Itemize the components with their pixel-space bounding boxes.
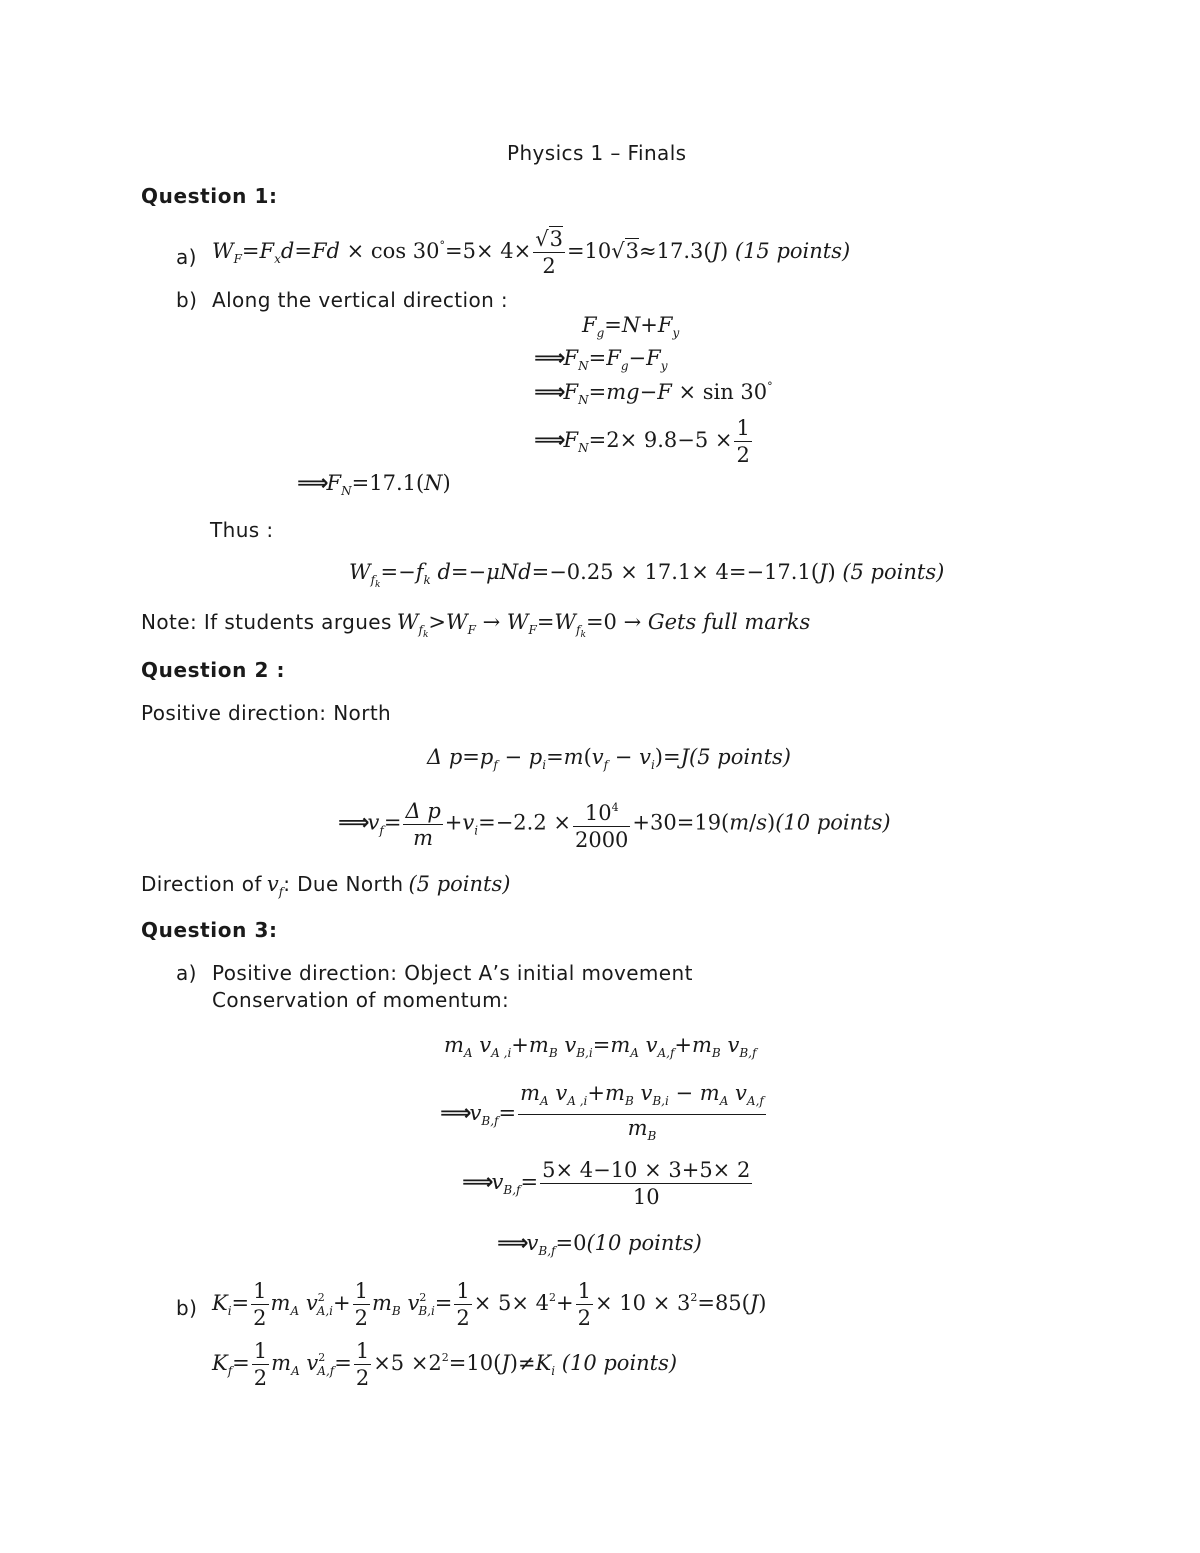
q3-eq-vbf-result: $⟹v_{B,f}=0(10$ points) <box>497 1231 702 1258</box>
implies-arrow-icon: ⟹ <box>297 471 327 496</box>
q3-b-points: (10 points) <box>561 1351 678 1375</box>
q2-impulse-points: (5 points) <box>689 745 791 769</box>
q3-a-line2: Conservation of momentum: <box>212 988 510 1012</box>
implies-arrow-icon: ⟹ <box>534 380 564 405</box>
question-3-heading: Question 3: <box>141 918 278 942</box>
q1-eq-friction-work: $W_{f_k}=-f_k$ d=−μNd=−0.25 × 17.1× 4=−17.1(J) (5 points) <box>349 560 945 590</box>
q2-eq-final-velocity: $⟹v_f=$ $\frac{\text{Δ p}}{m}$ $+v_i=-2.2$ × $\frac{10^4}{2000}$ +30=19(m/s)(10 points) <box>338 795 891 853</box>
q3-eq-vbf-general: $⟹v_{B,f}=$ $\frac{m_A v_{A ,i}+m_B v_{B,i} - m_A v_{A,f}}{m_B}$ <box>440 1081 764 1143</box>
q1-a-label: a) <box>176 245 197 269</box>
q1-note: Note: If students argues $W_{f_k}>W_F \to W_F=W_{f_k}=0$ → Gets full marks <box>141 610 811 640</box>
q1-eq-fg: $F_g=N+F_y$ <box>582 313 680 340</box>
implies-arrow-icon: ⟹ <box>534 346 564 371</box>
q2-direction-points: (5 points) <box>408 872 511 896</box>
question-1-heading: Question 1: <box>141 184 278 208</box>
q1-b-points: (5 points) <box>842 560 945 584</box>
q1-note-suffix: Gets full marks <box>647 610 811 634</box>
q1-thus: Thus : <box>210 518 274 542</box>
implies-arrow-icon: ⟹ <box>440 1101 470 1126</box>
implies-arrow-icon: ⟹ <box>534 428 564 453</box>
q3-a-points: (10 points) <box>586 1231 702 1255</box>
q3-a-label: a) <box>176 961 197 985</box>
q1-note-prefix: Note: If students argues <box>141 610 392 634</box>
q1-eq-fn-result: $⟹F_N=17.1(N)$ <box>297 471 451 498</box>
q1-a-points: (15 points) <box>734 239 851 263</box>
q1-a-equation: $W_F=F_xd=Fd \times \cos 30^\circ=5\times 4\times$ $\frac{√3}{2}$ =10√3≈17.3(J) (15 points) <box>212 227 851 278</box>
q2-eq-impulse: Δ $p=p_f - p_i=m(v_f - v_i)=J(5$ points) <box>427 745 791 772</box>
q3-a-line1: Positive direction: Object A’s initial movement <box>212 961 693 985</box>
q3-eq-ki: $K_i=$ $\frac{1}{2}$ $m_A$ $v^2_{A,i}+$ $\frac{1}{2}$ $m_B$ $v^2_{B,i}=$ $\frac{1}{2}$ × $5\times 4^2+$ $\frac{1}{2}$ × $10 \times 3^2=85(J)$ <box>212 1279 767 1330</box>
q3-eq-kf: $K_f=$ $\frac{1}{2}$ $m_A$ $v^2_{A,f}=$ $\frac{1}{2}$ $\times 5 \times 2^2=10(J)\ne K_i$ (10 points) <box>212 1339 678 1390</box>
q3-eq-momentum: $m_A$ $v_{A ,i}+m_B$ $v_{B,i}=m_A$ $v_{A,f}+m_B$ $v_{B,f}$ <box>444 1033 757 1060</box>
q2-velocity-points: (10 points) <box>775 810 891 835</box>
q3-eq-vbf-numeric: $⟹v_{B,f}=$ $\frac{5\times 4-10 \times 3+5\times 2}{10}$ <box>462 1158 751 1209</box>
implies-arrow-icon: ⟹ <box>462 1170 492 1195</box>
q2-positive-direction: Positive direction: North <box>141 701 392 725</box>
q1-b-text: Along the vertical direction : <box>212 288 509 312</box>
q1-eq-fn2: $⟹F_N=mg-F \times \sin 30^\circ$ <box>534 380 773 407</box>
implies-arrow-icon: ⟹ <box>338 810 368 836</box>
q1-b-label: b) <box>176 288 198 312</box>
q1-eq-fn1: $⟹F_N=F_g-F_y$ <box>534 346 668 373</box>
q1-eq-fn3: $⟹F_N=2\times 9.8-5$ × $\frac{1}{2}$ <box>534 416 750 467</box>
page-title: Physics 1 – Finals <box>507 141 687 165</box>
q2-direction-prefix: Direction of <box>141 872 262 896</box>
q2-direction: Direction of $v_f$: Due North (5 points) <box>141 872 511 899</box>
q3-b-label: b) <box>176 1296 198 1320</box>
question-2-heading: Question 2 : <box>141 658 286 682</box>
implies-arrow-icon: ⟹ <box>497 1231 527 1256</box>
q2-direction-suffix: : Due North <box>283 872 404 896</box>
